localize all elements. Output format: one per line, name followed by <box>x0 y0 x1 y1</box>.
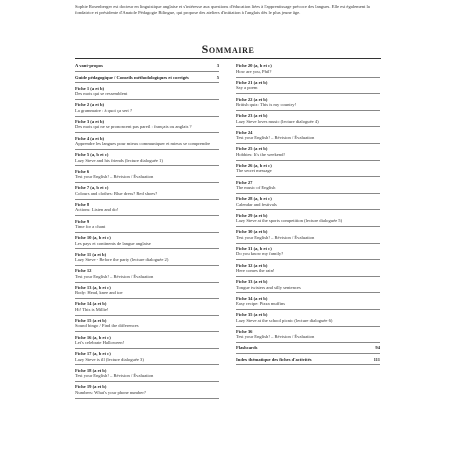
toc-entry-title: Index thématique des fiches d'activités <box>236 356 312 362</box>
toc-entry <box>75 365 219 382</box>
toc-entry <box>236 260 380 277</box>
toc-entry <box>75 72 219 83</box>
toc-entry-title: Fiche 26 (a, b et c) <box>236 162 272 168</box>
toc-entry <box>75 83 219 100</box>
toc-entry-title: Fiche 8 <box>75 201 90 207</box>
toc-entry-title: Fiche 31 (a, b et c) <box>236 245 272 251</box>
toc-entry <box>75 349 219 366</box>
toc-entry <box>75 382 219 399</box>
toc-entry-subtitle: How are you, Phil? <box>236 68 272 74</box>
toc-entry-subtitle: British quiz: This is my country! <box>236 101 297 107</box>
toc-entry-subtitle: Time for a chant <box>75 223 106 229</box>
toc-entry <box>236 310 380 327</box>
toc-entry <box>75 117 219 134</box>
toc-entry-title: Fiche 3 (a et b) <box>75 118 105 124</box>
toc-entry-page: 111 <box>373 356 380 362</box>
toc-entry-subtitle: Sound bingo / Find the differences <box>75 323 139 329</box>
toc-entry-subtitle: Apprendre les langues pour mieux communiquer et mieux se comprendre <box>75 140 211 146</box>
toc-entry <box>75 299 219 316</box>
toc-entry-subtitle: Test your English! – Révision / Évaluation <box>75 273 154 279</box>
toc-entry <box>75 133 219 150</box>
toc-entry-title: Fiche 20 (a, b et c) <box>236 63 272 69</box>
toc-entry <box>75 249 219 266</box>
toc-entry-title: Fiche 32 (a et b) <box>236 262 268 268</box>
toc-entry-subtitle: Lazy Steve and his friends (lecture dialoguée 1) <box>75 157 163 163</box>
toc-entry-row <box>75 63 219 68</box>
toc-entry-subtitle: Lazy Steve is ill (lecture dialoguée 3) <box>75 356 144 362</box>
toc-entry <box>236 277 380 294</box>
toc-entry-title: Fiche 6 <box>75 168 90 174</box>
toc-entry <box>236 127 380 144</box>
toc-entry-title: Fiche 22 (a et b) <box>236 96 268 102</box>
toc-entry <box>75 283 219 300</box>
toc-entry-subtitle: Colours and clothes: Blue dress? Red shoes? <box>75 190 158 196</box>
toc-entry-subtitle: Test your English! – Révision / Évaluation <box>75 174 154 180</box>
toc-entry-page: 94 <box>375 345 380 351</box>
toc-entry-subtitle: Test your English! – Révision / Évaluation <box>236 234 315 240</box>
toc-entry-subtitle: Test your English! – Révision / Évaluation <box>236 135 315 141</box>
toc-entry-title: Fiche 9 <box>75 218 90 224</box>
toc-entry-subtitle: The music of English <box>236 184 276 190</box>
toc-entry <box>236 144 380 161</box>
toc-entry <box>236 177 380 194</box>
toc-entry-title: Fiche 25 (a et b) <box>236 146 268 152</box>
toc-entry <box>75 200 219 217</box>
toc-entry-title: Fiche 28 (a, b et c) <box>236 196 272 202</box>
toc-entry <box>75 100 219 117</box>
toc-entry-title: Fiche 1 (a et b) <box>75 85 105 91</box>
toc-entry-subtitle: Here comes the rain! <box>236 267 275 273</box>
toc-entry <box>75 332 219 349</box>
toc-entry-subtitle: Test your English! – Révision / Évaluation <box>75 373 154 379</box>
toc-entry-title: Fiche 10 (a, b et c) <box>75 235 111 241</box>
toc-entry <box>75 150 219 167</box>
toc-right-column <box>236 61 380 365</box>
toc-entry-subtitle: Des mots qui se ressemblent <box>75 91 128 97</box>
toc-entry-title: Fiche 30 (a et b) <box>236 229 268 235</box>
toc-entry <box>75 316 219 333</box>
toc-entry <box>75 266 219 283</box>
toc-entry-title: Fiche 17 (a, b et c) <box>75 351 111 357</box>
toc-entry-title: Fiche 36 <box>236 328 253 334</box>
toc-entry <box>75 216 219 233</box>
toc-entry-subtitle: La grammaire : à quoi ça sert ? <box>75 107 133 113</box>
title-rule <box>75 58 381 59</box>
toc-entry-title: Fiche 5 (a, b et c) <box>75 152 109 158</box>
toc-entry-row <box>75 75 219 80</box>
toc-entry-title: Fiche 2 (a et b) <box>75 102 105 108</box>
toc-entry-subtitle: Easy recipe: Pizza muffins <box>236 301 286 307</box>
toc-entry <box>236 94 380 111</box>
toc-entry-subtitle: Hi! This is Millie! <box>75 306 109 312</box>
toc-entry-title: Fiche 15 (a et b) <box>75 318 107 324</box>
toc-entry-subtitle: Les pays et continents de langue anglaise <box>75 240 151 246</box>
toc-entry-page: 5 <box>216 74 219 80</box>
toc-entry-subtitle: Calendar and festivals <box>236 201 277 207</box>
page-title: Sommaire <box>201 42 255 56</box>
toc-entry <box>236 327 380 344</box>
toc-entry <box>236 111 380 128</box>
toc-entry <box>236 354 380 365</box>
toc-entry <box>236 343 380 354</box>
toc-entry-subtitle: Let's celebrate Halloween! <box>75 340 125 346</box>
toc-entry <box>236 244 380 261</box>
toc-entry-title: Fiche 12 <box>75 268 92 274</box>
toc-entry-title: Fiche 29 (a et b) <box>236 212 268 218</box>
toc-entry-subtitle: Lazy Steve at the sports competition (lecture dialoguée 5) <box>236 218 343 224</box>
intro-paragraph: Sophie Rosenberger est docteur en linguistique anglaise et s'intéresse aux questions d'éducation liées à l'apprentissage précoce des langues. Elle est également la fondatrice et présidente d'Anatole Pédagogie Bilingue, qui propose des ateliers d'initiation à l'anglais dès le plus jeune âge. <box>75 4 370 16</box>
toc-entry-subtitle: Des mots qui ne se prononcent pas pareil : français ou anglais ? <box>75 124 192 130</box>
toc-entry <box>236 194 380 211</box>
toc-entry-subtitle: Lazy Steve at the school picnic (lecture dialoguée 6) <box>236 317 333 323</box>
toc-entry-title: Fiche 24 <box>236 129 253 135</box>
toc-entry-title: Fiche 21 (a et b) <box>236 79 268 85</box>
toc-entry-title: Fiche 33 (a et b) <box>236 279 268 285</box>
toc-entry <box>236 78 380 95</box>
toc-entry <box>236 210 380 227</box>
toc-entry-title: Fiche 14 (a et b) <box>75 301 107 307</box>
toc-entry-title: Fiche 4 (a et b) <box>75 135 105 141</box>
toc-entry-title: Guide pédagogique / Conseils méthodologiques et corrigés <box>75 74 189 80</box>
toc-entry-subtitle: Lazy Steve loves music (lecture dialoguée 4) <box>236 118 319 124</box>
toc-entry-title: Fiche 23 (a et b) <box>236 113 268 119</box>
toc-entry-title: Fiche 27 <box>236 179 253 185</box>
toc-entry-title: Fiche 11 (a et b) <box>75 251 107 257</box>
toc-entry-title: A vant-propos <box>75 63 103 69</box>
toc-entry-subtitle: Do you know my family? <box>236 251 284 257</box>
toc-entry <box>236 293 380 310</box>
toc-entry-title: Flashcards <box>236 345 258 351</box>
toc-entry-title: Fiche 34 (a et b) <box>236 295 268 301</box>
toc-entry-subtitle: Test your English! – Révision / Évaluation <box>236 334 315 340</box>
toc-entry-subtitle: Say a poem <box>236 85 258 91</box>
toc-entry-subtitle: The secret message <box>236 168 272 174</box>
toc-entry-page: 3 <box>216 63 219 69</box>
toc-entry-row <box>236 345 380 350</box>
toc-entry <box>236 227 380 244</box>
toc-entry-title: Fiche 18 (a et b) <box>75 367 107 373</box>
toc-entry <box>75 183 219 200</box>
toc-entry <box>75 233 219 250</box>
toc-entry-subtitle: Actions: Listen and do! <box>75 207 119 213</box>
toc-entry-subtitle: Lazy Steve - Before the party (lecture dialoguée 2) <box>75 257 169 263</box>
toc-entry-subtitle: Hobbies: It's the weekend! <box>236 151 285 157</box>
toc-entry-row <box>236 357 380 362</box>
toc-entry-subtitle: Body: Head, knee and toe <box>75 290 123 296</box>
toc-entry <box>236 161 380 178</box>
toc-entry-subtitle: Tongue twisters and silly sentences <box>236 284 301 290</box>
toc-entry-title: Fiche 16 (a, b et c) <box>75 334 111 340</box>
toc-entry <box>236 61 380 78</box>
toc-entry-title: Fiche 19 (a et b) <box>75 384 107 390</box>
toc-entry <box>75 166 219 183</box>
toc-entry-title: Fiche 35 (a et b) <box>236 312 268 318</box>
toc-entry-title: Fiche 7 (a, b et c) <box>75 185 109 191</box>
toc-entry-subtitle: Numbers: What's your phone number? <box>75 389 146 395</box>
toc-left-column <box>75 61 219 399</box>
toc-entry-title: Fiche 13 (a, b et c) <box>75 284 111 290</box>
toc-entry <box>75 61 219 72</box>
